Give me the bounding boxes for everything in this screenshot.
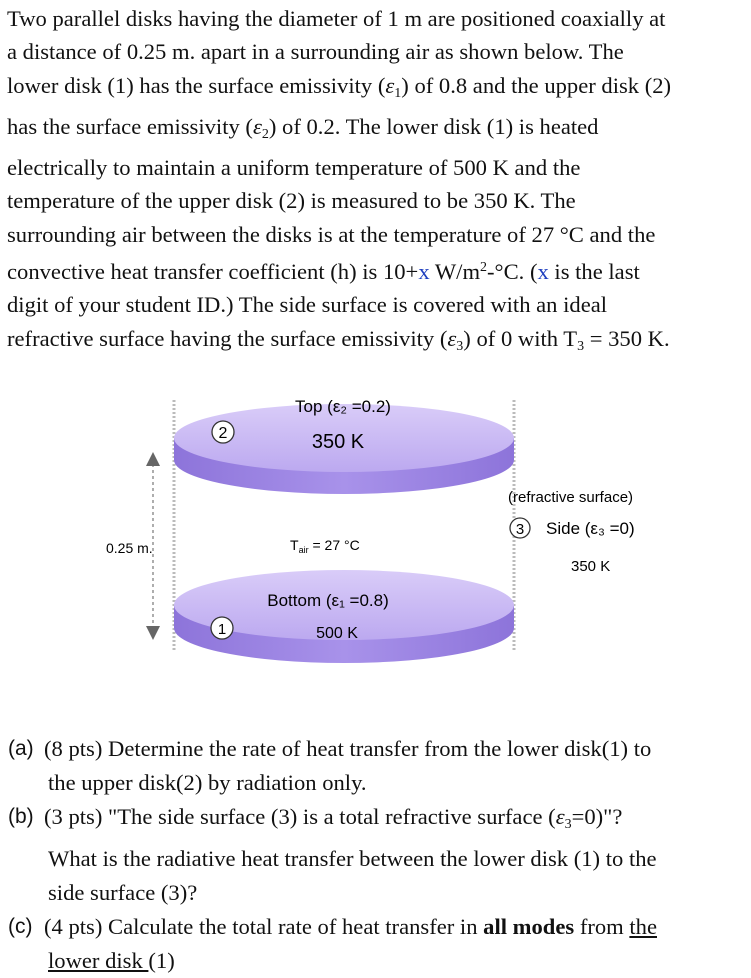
question-a-label: (a) xyxy=(8,737,34,760)
question-c: (c) (4 pts) Calculate the total rate of heat transfer in all modes from the lower disk (1) xyxy=(0,910,751,978)
bottom-disk-temperature: 500 K xyxy=(316,625,358,642)
distance-label: 0.25 m. xyxy=(106,540,153,556)
question-b-label: (b) xyxy=(8,805,34,828)
intro-line-10: refractive surface having the surface emissivity $(\varepsilon_3)$ of 0 with $T_3 = 350$ K. xyxy=(7,325,670,354)
top-disk-temperature: 350 K xyxy=(311,431,365,453)
svg-text:1: 1 xyxy=(217,621,227,638)
lower-disk xyxy=(174,570,514,663)
intro-line-8: convective heat transfer coefficient (h) is 10+x $W/m^2-^\circ C$. (x is the last xyxy=(7,259,640,285)
questions xyxy=(0,732,751,978)
question-c-label: (c) xyxy=(8,915,33,938)
intro-line-1: Two parallel disks having the diameter of 1 m are positioned coaxially at xyxy=(7,6,666,31)
top-disk-label: Top (ε₂ =0.2) xyxy=(295,397,391,416)
intro-line-6: temperature of the upper disk (2) is measured to be 350 K. The xyxy=(7,188,576,214)
svg-text:3: 3 xyxy=(515,521,525,538)
intro-line-3: lower disk (1) has the surface emissivity $(\varepsilon_1)$ of 0.8 and the upper disk (2) xyxy=(7,72,672,101)
air-temperature-label: $T_{air} = 27$ °C xyxy=(290,537,360,555)
intro-line-5: electrically to maintain a uniform temperature of 500 K and the xyxy=(7,155,581,181)
side-surface-number-badge xyxy=(510,518,530,538)
side-surface-note: (refractive surface) xyxy=(508,489,634,506)
side-surface-temperature: 350 K xyxy=(571,558,611,575)
problem-statement xyxy=(7,2,749,363)
bottom-disk-number-badge xyxy=(211,617,233,639)
question-a: (a) (8 pts) Determine the rate of heat transfer from the lower disk(1) to the upper disk(2) by radiation only. xyxy=(0,732,751,800)
intro-line-7: surrounding air between the disks is at the temperature of 27 °C and the xyxy=(7,221,656,247)
question-b: (b) (3 pts) "The side surface (3) is a total refractive surface $(\varepsilon_3=0)$"? What is the radiative heat transfer between the lower disk (1) to the side surface (3)? xyxy=(0,800,751,910)
svg-text:2: 2 xyxy=(218,425,228,442)
side-surface-label: Side (ε₃ =0) xyxy=(546,519,635,538)
intro-line-2: a distance of 0.25 m. apart in a surrounding air as shown below. The xyxy=(7,39,624,65)
bottom-disk-label: Bottom (ε₁ =0.8) xyxy=(267,591,389,610)
intro-line-4: has the surface emissivity $(\varepsilon_2)$ of 0.2. The lower disk (1) is heated xyxy=(7,113,599,142)
disk-diagram xyxy=(0,360,751,700)
top-disk-number-badge xyxy=(212,421,234,443)
intro-line-9: digit of your student ID.) The side surface is covered with an ideal xyxy=(7,292,608,318)
